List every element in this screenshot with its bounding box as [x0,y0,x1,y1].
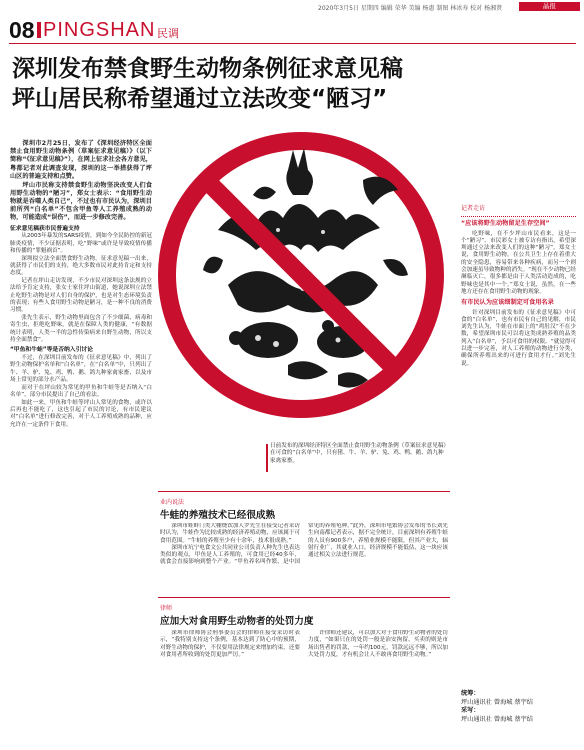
body-paragraph: 深圳市律师协会刑事委员会的律师在接受采访时表示，“我特别支持这个条例，基本达到了防心中的预期，对野生动物的保护，不仅要用法律规定来增加约束，还要对食用者所收到的处罚更加严厉。” [160,630,300,658]
body-paragraph: 记者在坪山走访发现，不少市民对深圳这条法规的立法给予肯定支持，张女士家住坪山街道，她说深圳立法禁止吃野生动物是对人们自身的保护，也是对生态环境负责的表现；有些人食用野生动物是陋习，是一种不良的消费习惯。 [10,278,152,314]
newspaper-masthead: 晶报 [519,2,580,11]
body-paragraph: 深圳拟立法全面禁食野生动物，征求意见稿一出来，就获得了市民们的支持，绝大多数市民对此持肯定和支持态度。 [10,255,152,277]
body-paragraph: 张先生表示，野生动物里面包含了不少细菌、病毒和寄生虫，拒绝吃野味，就是在保障人类的健康，“有数据统计表明，人类一半的急性传染病来自野生动物，所以支持全面禁食”。 [10,315,152,343]
page-header [0,0,584,46]
section-subtitle: 民调 [157,27,179,40]
right-column-article [461,205,576,368]
lead-paragraph: 坪山市民称支持禁食野生动物坚决改变人们食用野生动物的“陋习”，郑女士表示：“食用野生动物就是吞噬人类自己”，不过也有市民认为，深圳目前所列“白名单”不包含甲鱼等人工养殖成熟的动物，可能造成“误伤”，而进一步修改完善。 [10,181,152,222]
article-body [160,523,448,587]
left-column-article [10,140,152,430]
subheading: 征求意见稿获市民普遍支持 [10,225,80,232]
section-title: PINGSHAN [43,19,156,41]
body-paragraph: 针对深圳目前发布的《征求意见稿》中可食的“白名单”，也有市民有自己的见解，市民刘先生认为，牛蛙在市面上的“鸡肚汉”不在少数，希望深圳市民可以将这类成熟养殖的品类列入“白名单”，予以可食用的权限。“就觉得可以进一步完善，对人工养殖的动物进行分类，确保所养殖出来的可进行食用才行。”刘先生说。 [461,309,576,367]
lead-paragraph: 深圳市2月25日，发布了《深圳经济特区全面禁止食用野生动物条例（草案征求意见稿）》（以下简称“《征求意见稿》”），在网上征求社会各方意见，粤都记者对此调查发现，深圳的这一举措获得了坪山区的普遍支持和点赞。 [10,140,152,180]
no-wildlife-illustration [158,110,448,440]
body-paragraph: 深圳市蛙蚌门类大棚烧饮加人罗先生在接受记者采访时认为，牛蛙作为比较成熟的经济养殖动物，应该属于可食用范围。“牛蛙的养殖至少有十余年，技术很成熟。” [160,523,300,544]
page-number: 08 [9,17,35,43]
section-marker [37,22,41,38]
body-paragraph: 从2003年暴发的SARS疫情，到如今全民防控的新冠肺炎疫情，不少证据表明，吃“野味”或许是导致疫情传播和传播的“罪魁祸首”。 [10,233,152,254]
main-headline [12,54,578,114]
article-body [160,630,448,702]
article-divider [158,491,450,492]
edition-meta: 2020年3月5日 星期四 编辑 荣华 美编 杨惠 制图 林冰寿 校对 杨湘贤 [318,5,503,12]
article-credits [461,690,576,724]
header-rule [9,43,576,44]
caption-marker [266,444,268,472]
article-title: 牛蛙的养殖技术已经很成熟 [160,510,276,521]
headline-line-2: 坪山居民称希望通过立法改变“陋习” [12,86,388,112]
column-kicker: 记者走访 [461,205,486,212]
body-paragraph: 如此一来，甲鱼和牛蛙等坪山人常见的食物，或许以后再也不能吃了，这也引起了市民的讨论，有市民建议对“白名单”进行修改完善，对于人工养殖成熟的品种，应允许在一定条件下食用。 [10,399,152,428]
body-paragraph: 而对于在坪山较为常见的甲鱼和牛蛙等是否纳入“白名单”，部分市民提出了自己的看法。 [10,384,152,399]
divider [461,216,576,217]
credit-label: 采写： [461,707,480,715]
body-paragraph: 吃野味，在不少坪山市民看来，这是一个“陋习”。市民彩女士被专访有指出，希望深圳通过立法来改变人们的这种“陋习”，郑女士说，食用野生动物，在公共卫生上存在着重大的安全隐患，容易带来各种疾病，而另一个则会加速虽导致物种的消失。“现在不少动物已经濒临灭亡，很多都是由于人类活动造成的，吃野味也是其中一个。”郑女士说，虽然，在一些地方还存在食用野生动物的现象。 [461,230,576,295]
article-title: 应加大对食用野生动物者的处罚力度 [160,616,314,627]
headline-line-1: 深圳发布禁食野生动物条例征求意见稿 [12,56,403,82]
article-kicker: 律师 [160,605,173,612]
article-kicker: 业内说法 [160,499,185,506]
body-paragraph: 深圳市坑宁电食文公共同业公司负责人种先生也表达类似的观点，甲鱼是人工养殖的，可食用已经40多年，就食会直接影响到整个产业。“甲鱼养名叫作繁，是中国常见的养殖龟种。”此外，深圳市电繁协会发布的书长刘先生向南都记者表示，据不完全统计，目前深圳有养殖牛蛙的人员有900多户，养殖业规模不能限，但其产业大，辐射行业广，其就业人口，经济规模不能低估，这一块应该通过相关立法进行规范。 [160,523,448,566]
body-paragraph: 不过，在深圳目前发布的《征求意见稿》中，列出了野生动物保护名单和“白名单”，在“白名单”中，只列出了牛、羊、驴、兔、鸡、鸭、鹅、鸽九种家禽家畜，以及市场上常见的部分水产品。 [10,355,152,383]
article-divider [158,597,450,598]
image-caption: 日前发布的深圳经济特区全面禁止食用野生动物条例（草案征求意见稿）在可食的“白名单”中，只有猪、牛、羊、驴、兔、鸡、鸭、鹅、鸽九种家禽家畜。 [270,443,447,464]
body-paragraph: 许律师还建议，可以加大对于食用野生动物者的处罚力度，“如果只在的处罚一般是治安拘留，买卖的则是市场出售者的罚款，一年约100元，罚款远远不够，所以加大处罚力度，才有机会让人不敢再食用野生动物。” [308,630,448,658]
credit-value: 坪山通讯社 曾海城 蔡宇结 [461,715,533,723]
subheading: “应该将野生动物留足生存空间” [461,220,550,228]
subheading: 有市民认为应该细制定可食用名录 [461,299,554,307]
credit-label: 统筹： [461,690,480,697]
credit-value: 坪山通讯社 曾海城 蔡宇结 [461,698,533,706]
subheading: “甲鱼和牛蛙”等是否纳入引讨论 [10,347,93,354]
